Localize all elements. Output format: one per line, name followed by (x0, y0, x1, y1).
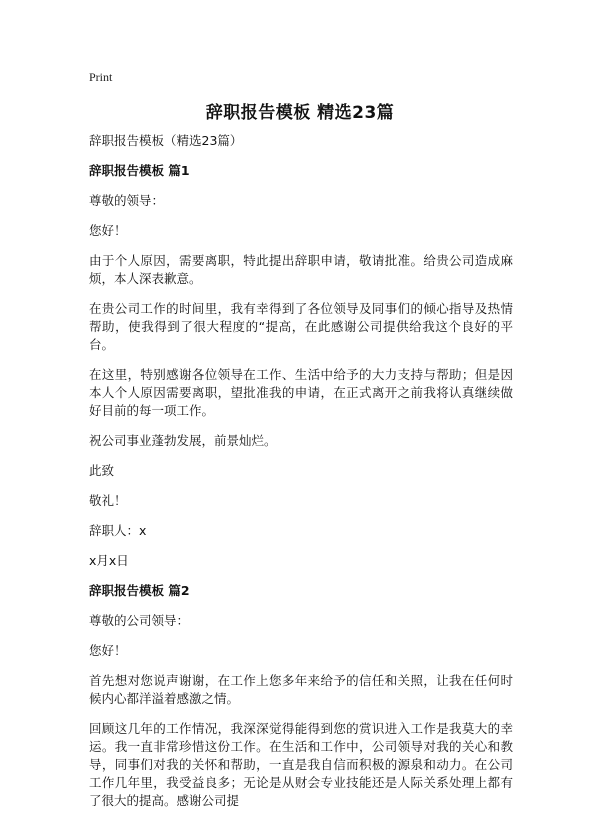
body-paragraph: 由于个人原因，需要离职，特此提出辞职申请，敬请批准。给贵公司造成麻烦，本人深表歉意。 (89, 253, 513, 286)
section-heading: 辞职报告模板 篇1 (89, 163, 190, 178)
closing-line: 此致 (89, 463, 115, 478)
signature-line: 辞职人：x (89, 523, 147, 538)
date-line: x月x日 (89, 553, 129, 568)
body-paragraph: 回顾这几年的工作情况，我深深觉得能得到您的赏识进入工作是我莫大的幸运。我一直非常珍惜这份工作。在生活和工作中，公司领导对我的关心和教导，同事们对我的关怀和帮助，一直是我自信而积极的源泉和动力。在公司工作几年里，我受益良多；无论是从财会专业技能还是人际关系处理上都有了很大的提高。感谢公司提 (89, 721, 513, 808)
document-body (89, 132, 513, 822)
section-heading: 辞职报告模板 篇2 (89, 583, 190, 598)
document-title: 辞职报告模板 精选23篇 (205, 103, 395, 123)
closing-line: 敬礼！ (89, 493, 127, 508)
salutation: 尊敬的公司领导： (89, 613, 190, 628)
document-subtitle: 辞职报告模板（精选23篇） (89, 133, 243, 148)
greeting: 您好！ (89, 643, 127, 658)
body-paragraph: 在这里，特别感谢各位领导在工作、生活中给予的大力支持与帮助；但是因本人个人原因需要离职，望批准我的申请，在正式离开之前我将认真继续做好目前的每一项工作。 (89, 367, 513, 418)
print-link[interactable]: Print (89, 70, 113, 84)
salutation: 尊敬的领导： (89, 193, 165, 208)
greeting: 您好！ (89, 223, 127, 238)
body-paragraph: 在贵公司工作的时间里，我有幸得到了各位领导及同事们的倾心指导及热情帮助，使我得到了很大程度的“提高，在此感谢公司提供给我这个良好的平台。 (89, 301, 513, 352)
body-paragraph: 祝公司事业蓬勃发展，前景灿烂。 (89, 433, 277, 448)
body-paragraph: 首先想对您说声谢谢，在工作上您多年来给予的信任和关照，让我在任何时候内心都洋溢着感激之情。 (89, 673, 513, 706)
